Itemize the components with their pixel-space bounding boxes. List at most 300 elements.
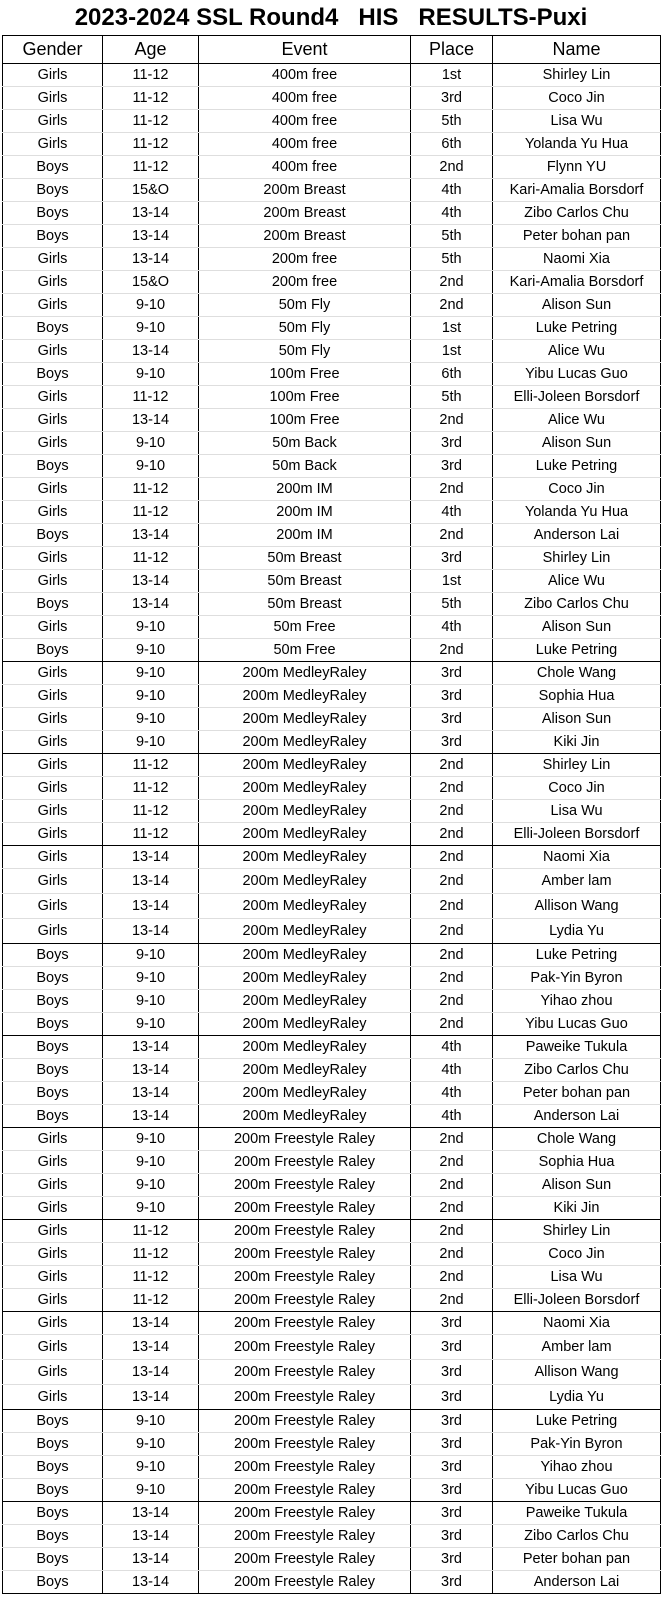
cell-age: 9-10: [103, 1479, 199, 1502]
cell-gender: Boys: [3, 202, 103, 225]
cell-age: 9-10: [103, 1197, 199, 1220]
table-row: [3, 662, 661, 685]
cell-gender: Girls: [3, 1220, 103, 1243]
cell-name: Luke Petring: [493, 455, 661, 478]
table-row: [3, 1197, 661, 1220]
cell-event: 200m Freestyle Raley: [199, 1525, 411, 1548]
cell-place: 2nd: [411, 846, 493, 869]
cell-gender: Girls: [3, 432, 103, 455]
cell-place: 4th: [411, 616, 493, 639]
cell-name: Naomi Xia: [493, 1312, 661, 1335]
cell-name: Paweike Tukula: [493, 1036, 661, 1059]
cell-event: 400m free: [199, 110, 411, 133]
cell-event: 200m Breast: [199, 225, 411, 248]
cell-place: 2nd: [411, 990, 493, 1013]
cell-age: 11-12: [103, 823, 199, 846]
cell-name: Allison Wang: [493, 1360, 661, 1385]
cell-place: 2nd: [411, 777, 493, 800]
cell-place: 2nd: [411, 1266, 493, 1289]
cell-name: Alison Sun: [493, 294, 661, 317]
cell-place: 2nd: [411, 1243, 493, 1266]
cell-place: 3rd: [411, 1571, 493, 1594]
cell-name: Kari-Amalia Borsdorf: [493, 179, 661, 202]
cell-place: 2nd: [411, 800, 493, 823]
table-row: [3, 478, 661, 501]
column-header-gender: Gender: [3, 36, 103, 64]
table-row: [3, 1243, 661, 1266]
cell-gender: Boys: [3, 1410, 103, 1433]
cell-gender: Girls: [3, 662, 103, 685]
cell-age: 11-12: [103, 478, 199, 501]
table-row: [3, 1385, 661, 1410]
cell-name: Alison Sun: [493, 616, 661, 639]
cell-name: Lisa Wu: [493, 110, 661, 133]
table-row: [3, 754, 661, 777]
cell-name: Chole Wang: [493, 1128, 661, 1151]
cell-event: 50m Free: [199, 616, 411, 639]
cell-place: 2nd: [411, 1151, 493, 1174]
table-row: [3, 846, 661, 869]
cell-age: 9-10: [103, 967, 199, 990]
cell-name: Kari-Amalia Borsdorf: [493, 271, 661, 294]
table-row: [3, 1479, 661, 1502]
cell-age: 11-12: [103, 1289, 199, 1312]
cell-age: 11-12: [103, 800, 199, 823]
cell-event: 200m MedleyRaley: [199, 967, 411, 990]
cell-event: 200m Freestyle Raley: [199, 1312, 411, 1335]
cell-name: Kiki Jin: [493, 731, 661, 754]
cell-name: Flynn YU: [493, 156, 661, 179]
table-row: [3, 685, 661, 708]
table-row: [3, 570, 661, 593]
table-row: [3, 944, 661, 967]
table-row: [3, 1151, 661, 1174]
table-row: [3, 1289, 661, 1312]
cell-name: Coco Jin: [493, 87, 661, 110]
cell-age: 11-12: [103, 1220, 199, 1243]
cell-name: Sophia Hua: [493, 1151, 661, 1174]
cell-age: 13-14: [103, 1059, 199, 1082]
cell-age: 9-10: [103, 616, 199, 639]
cell-place: 4th: [411, 501, 493, 524]
cell-name: Shirley Lin: [493, 754, 661, 777]
cell-event: 200m Freestyle Raley: [199, 1220, 411, 1243]
cell-place: 5th: [411, 225, 493, 248]
cell-age: 11-12: [103, 1266, 199, 1289]
cell-event: 200m MedleyRaley: [199, 1036, 411, 1059]
table-row: [3, 777, 661, 800]
table-row: [3, 1266, 661, 1289]
column-header-age: Age: [103, 36, 199, 64]
cell-gender: Girls: [3, 271, 103, 294]
cell-event: 50m Breast: [199, 547, 411, 570]
cell-event: 50m Breast: [199, 570, 411, 593]
table-row: [3, 1128, 661, 1151]
cell-place: 3rd: [411, 1385, 493, 1410]
cell-age: 11-12: [103, 110, 199, 133]
cell-event: 200m Freestyle Raley: [199, 1571, 411, 1594]
cell-age: 9-10: [103, 944, 199, 967]
cell-event: 200m Freestyle Raley: [199, 1456, 411, 1479]
table-row: [3, 731, 661, 754]
cell-event: 200m Freestyle Raley: [199, 1433, 411, 1456]
cell-event: 50m Back: [199, 455, 411, 478]
cell-place: 3rd: [411, 685, 493, 708]
cell-place: 4th: [411, 1059, 493, 1082]
table-row: [3, 317, 661, 340]
cell-place: 2nd: [411, 1197, 493, 1220]
table-row: [3, 133, 661, 156]
cell-age: 13-14: [103, 1036, 199, 1059]
column-header-place: Place: [411, 36, 493, 64]
cell-gender: Boys: [3, 1059, 103, 1082]
cell-age: 9-10: [103, 1433, 199, 1456]
table-row: [3, 1433, 661, 1456]
cell-name: Amber lam: [493, 869, 661, 894]
cell-event: 400m free: [199, 64, 411, 87]
cell-event: 200m MedleyRaley: [199, 800, 411, 823]
table-row: [3, 967, 661, 990]
cell-event: 200m MedleyRaley: [199, 662, 411, 685]
cell-age: 11-12: [103, 64, 199, 87]
cell-place: 3rd: [411, 1502, 493, 1525]
cell-event: 200m Freestyle Raley: [199, 1151, 411, 1174]
cell-gender: Boys: [3, 1456, 103, 1479]
cell-place: 3rd: [411, 708, 493, 731]
cell-name: Yibu Lucas Guo: [493, 1479, 661, 1502]
cell-event: 200m MedleyRaley: [199, 1013, 411, 1036]
cell-gender: Boys: [3, 317, 103, 340]
cell-place: 3rd: [411, 1548, 493, 1571]
cell-gender: Boys: [3, 1013, 103, 1036]
cell-event: 200m MedleyRaley: [199, 754, 411, 777]
cell-gender: Girls: [3, 823, 103, 846]
cell-place: 4th: [411, 202, 493, 225]
table-row: [3, 593, 661, 616]
cell-event: 200m MedleyRaley: [199, 708, 411, 731]
cell-name: Coco Jin: [493, 1243, 661, 1266]
table-row: [3, 386, 661, 409]
cell-age: 13-14: [103, 524, 199, 547]
cell-event: 200m Freestyle Raley: [199, 1128, 411, 1151]
cell-event: 100m Free: [199, 363, 411, 386]
cell-place: 3rd: [411, 731, 493, 754]
cell-event: 200m IM: [199, 478, 411, 501]
cell-gender: Girls: [3, 64, 103, 87]
table-row: [3, 110, 661, 133]
cell-event: 200m free: [199, 248, 411, 271]
cell-place: 3rd: [411, 1433, 493, 1456]
cell-gender: Girls: [3, 1174, 103, 1197]
cell-gender: Girls: [3, 1197, 103, 1220]
cell-gender: Boys: [3, 1548, 103, 1571]
cell-event: 200m IM: [199, 501, 411, 524]
table-row: [3, 1312, 661, 1335]
cell-gender: Boys: [3, 225, 103, 248]
cell-place: 4th: [411, 1105, 493, 1128]
cell-event: 200m MedleyRaley: [199, 777, 411, 800]
cell-place: 4th: [411, 179, 493, 202]
table-row: [3, 1502, 661, 1525]
cell-place: 6th: [411, 363, 493, 386]
cell-place: 3rd: [411, 547, 493, 570]
cell-age: 13-14: [103, 1082, 199, 1105]
table-row: [3, 800, 661, 823]
cell-age: 9-10: [103, 1174, 199, 1197]
cell-age: 13-14: [103, 593, 199, 616]
cell-name: Alison Sun: [493, 432, 661, 455]
cell-name: Alice Wu: [493, 570, 661, 593]
cell-name: Shirley Lin: [493, 1220, 661, 1243]
cell-place: 4th: [411, 1082, 493, 1105]
table-row: [3, 1525, 661, 1548]
cell-name: Pak-Yin Byron: [493, 1433, 661, 1456]
cell-age: 9-10: [103, 294, 199, 317]
cell-age: 13-14: [103, 869, 199, 894]
cell-event: 200m MedleyRaley: [199, 1059, 411, 1082]
cell-gender: Girls: [3, 869, 103, 894]
cell-gender: Boys: [3, 1525, 103, 1548]
cell-gender: Girls: [3, 800, 103, 823]
cell-gender: Girls: [3, 1243, 103, 1266]
cell-age: 11-12: [103, 133, 199, 156]
cell-name: Yolanda Yu Hua: [493, 501, 661, 524]
cell-place: 2nd: [411, 639, 493, 662]
cell-place: 3rd: [411, 662, 493, 685]
cell-age: 9-10: [103, 1151, 199, 1174]
table-row: [3, 823, 661, 846]
cell-event: 200m MedleyRaley: [199, 869, 411, 894]
cell-gender: Girls: [3, 294, 103, 317]
table-row: [3, 1456, 661, 1479]
cell-event: 200m MedleyRaley: [199, 1105, 411, 1128]
cell-event: 200m Freestyle Raley: [199, 1502, 411, 1525]
cell-gender: Girls: [3, 1289, 103, 1312]
cell-gender: Girls: [3, 570, 103, 593]
table-row: [3, 894, 661, 919]
cell-place: 2nd: [411, 754, 493, 777]
cell-gender: Boys: [3, 1502, 103, 1525]
cell-age: 11-12: [103, 1243, 199, 1266]
cell-gender: Boys: [3, 363, 103, 386]
cell-name: Coco Jin: [493, 777, 661, 800]
cell-gender: Boys: [3, 156, 103, 179]
cell-name: Sophia Hua: [493, 685, 661, 708]
cell-name: Zibo Carlos Chu: [493, 593, 661, 616]
cell-age: 13-14: [103, 570, 199, 593]
table-row: [3, 1220, 661, 1243]
table-row: [3, 869, 661, 894]
cell-age: 9-10: [103, 708, 199, 731]
cell-event: 200m Freestyle Raley: [199, 1174, 411, 1197]
cell-place: 2nd: [411, 944, 493, 967]
cell-name: Naomi Xia: [493, 248, 661, 271]
cell-place: 3rd: [411, 1410, 493, 1433]
header-row: [3, 36, 661, 64]
cell-age: 11-12: [103, 501, 199, 524]
cell-place: 4th: [411, 1036, 493, 1059]
cell-event: 400m free: [199, 156, 411, 179]
cell-age: 13-14: [103, 894, 199, 919]
table-row: [3, 363, 661, 386]
table-row: [3, 1548, 661, 1571]
cell-place: 3rd: [411, 1456, 493, 1479]
cell-age: 13-14: [103, 225, 199, 248]
cell-age: 13-14: [103, 409, 199, 432]
cell-name: Zibo Carlos Chu: [493, 1059, 661, 1082]
cell-gender: Girls: [3, 1266, 103, 1289]
cell-name: Naomi Xia: [493, 846, 661, 869]
cell-event: 200m Freestyle Raley: [199, 1335, 411, 1360]
cell-gender: Boys: [3, 1571, 103, 1594]
cell-age: 13-14: [103, 1312, 199, 1335]
table-row: [3, 225, 661, 248]
cell-age: 9-10: [103, 731, 199, 754]
cell-gender: Girls: [3, 616, 103, 639]
cell-place: 2nd: [411, 1174, 493, 1197]
cell-place: 2nd: [411, 894, 493, 919]
cell-name: Elli-Joleen Borsdorf: [493, 386, 661, 409]
cell-name: Paweike Tukula: [493, 1502, 661, 1525]
cell-event: 200m Freestyle Raley: [199, 1243, 411, 1266]
cell-name: Alison Sun: [493, 708, 661, 731]
table-row: [3, 87, 661, 110]
cell-event: 400m free: [199, 133, 411, 156]
cell-place: 2nd: [411, 156, 493, 179]
cell-place: 2nd: [411, 294, 493, 317]
cell-name: Yihao zhou: [493, 990, 661, 1013]
cell-name: Shirley Lin: [493, 64, 661, 87]
table-row: [3, 990, 661, 1013]
cell-name: Zibo Carlos Chu: [493, 202, 661, 225]
cell-name: Lydia Yu: [493, 1385, 661, 1410]
cell-name: Alice Wu: [493, 409, 661, 432]
cell-event: 200m MedleyRaley: [199, 990, 411, 1013]
cell-age: 13-14: [103, 202, 199, 225]
cell-event: 200m MedleyRaley: [199, 731, 411, 754]
cell-place: 1st: [411, 317, 493, 340]
cell-place: 3rd: [411, 1525, 493, 1548]
cell-name: Shirley Lin: [493, 547, 661, 570]
cell-gender: Boys: [3, 1082, 103, 1105]
cell-name: Luke Petring: [493, 317, 661, 340]
cell-event: 200m MedleyRaley: [199, 685, 411, 708]
cell-event: 200m Freestyle Raley: [199, 1266, 411, 1289]
cell-place: 5th: [411, 110, 493, 133]
cell-gender: Boys: [3, 639, 103, 662]
cell-gender: Girls: [3, 1385, 103, 1410]
cell-place: 3rd: [411, 1335, 493, 1360]
cell-gender: Girls: [3, 478, 103, 501]
cell-age: 9-10: [103, 1128, 199, 1151]
table-row: [3, 919, 661, 944]
cell-name: Elli-Joleen Borsdorf: [493, 823, 661, 846]
cell-gender: Girls: [3, 708, 103, 731]
cell-gender: Girls: [3, 248, 103, 271]
cell-place: 2nd: [411, 1013, 493, 1036]
cell-event: 200m Breast: [199, 202, 411, 225]
cell-gender: Boys: [3, 1036, 103, 1059]
cell-age: 13-14: [103, 1360, 199, 1385]
cell-event: 200m Freestyle Raley: [199, 1360, 411, 1385]
table-row: [3, 248, 661, 271]
cell-name: Luke Petring: [493, 1410, 661, 1433]
cell-name: Lydia Yu: [493, 919, 661, 944]
cell-gender: Girls: [3, 1335, 103, 1360]
cell-gender: Girls: [3, 547, 103, 570]
cell-name: Yihao zhou: [493, 1456, 661, 1479]
page-title: 2023-2024 SSL Round4 HIS RESULTS-Puxi: [74, 4, 588, 31]
cell-gender: Girls: [3, 386, 103, 409]
cell-age: 13-14: [103, 1335, 199, 1360]
cell-age: 13-14: [103, 248, 199, 271]
cell-gender: Boys: [3, 944, 103, 967]
cell-age: 13-14: [103, 1105, 199, 1128]
cell-age: 9-10: [103, 685, 199, 708]
cell-event: 200m Breast: [199, 179, 411, 202]
cell-event: 200m MedleyRaley: [199, 846, 411, 869]
table-row: [3, 1410, 661, 1433]
cell-place: 3rd: [411, 87, 493, 110]
cell-place: 2nd: [411, 869, 493, 894]
cell-event: 100m Free: [199, 409, 411, 432]
cell-place: 2nd: [411, 524, 493, 547]
cell-gender: Boys: [3, 990, 103, 1013]
table-row: [3, 271, 661, 294]
cell-age: 9-10: [103, 1013, 199, 1036]
table-row: [3, 501, 661, 524]
cell-event: 50m Free: [199, 639, 411, 662]
cell-age: 11-12: [103, 754, 199, 777]
table-row: [3, 1013, 661, 1036]
cell-event: 200m MedleyRaley: [199, 944, 411, 967]
cell-age: 15&O: [103, 271, 199, 294]
cell-name: Zibo Carlos Chu: [493, 1525, 661, 1548]
cell-gender: Girls: [3, 501, 103, 524]
results-table: [2, 35, 661, 1594]
table-row: [3, 294, 661, 317]
cell-place: 2nd: [411, 409, 493, 432]
table-row: [3, 340, 661, 363]
cell-gender: Girls: [3, 731, 103, 754]
cell-place: 1st: [411, 64, 493, 87]
results-body: [3, 64, 661, 1594]
cell-name: Amber lam: [493, 1335, 661, 1360]
cell-place: 2nd: [411, 967, 493, 990]
column-header-name: Name: [493, 36, 661, 64]
cell-name: Coco Jin: [493, 478, 661, 501]
cell-event: 200m MedleyRaley: [199, 919, 411, 944]
cell-gender: Girls: [3, 409, 103, 432]
cell-gender: Girls: [3, 1128, 103, 1151]
cell-gender: Boys: [3, 593, 103, 616]
cell-event: 200m Freestyle Raley: [199, 1289, 411, 1312]
cell-name: Peter bohan pan: [493, 225, 661, 248]
cell-gender: Girls: [3, 894, 103, 919]
cell-place: 5th: [411, 386, 493, 409]
cell-age: 9-10: [103, 455, 199, 478]
cell-name: Kiki Jin: [493, 1197, 661, 1220]
cell-event: 200m Freestyle Raley: [199, 1479, 411, 1502]
table-row: [3, 202, 661, 225]
column-header-event: Event: [199, 36, 411, 64]
cell-place: 2nd: [411, 1128, 493, 1151]
cell-place: 2nd: [411, 1289, 493, 1312]
cell-place: 2nd: [411, 1220, 493, 1243]
cell-event: 200m IM: [199, 524, 411, 547]
cell-place: 3rd: [411, 1312, 493, 1335]
table-row: [3, 616, 661, 639]
